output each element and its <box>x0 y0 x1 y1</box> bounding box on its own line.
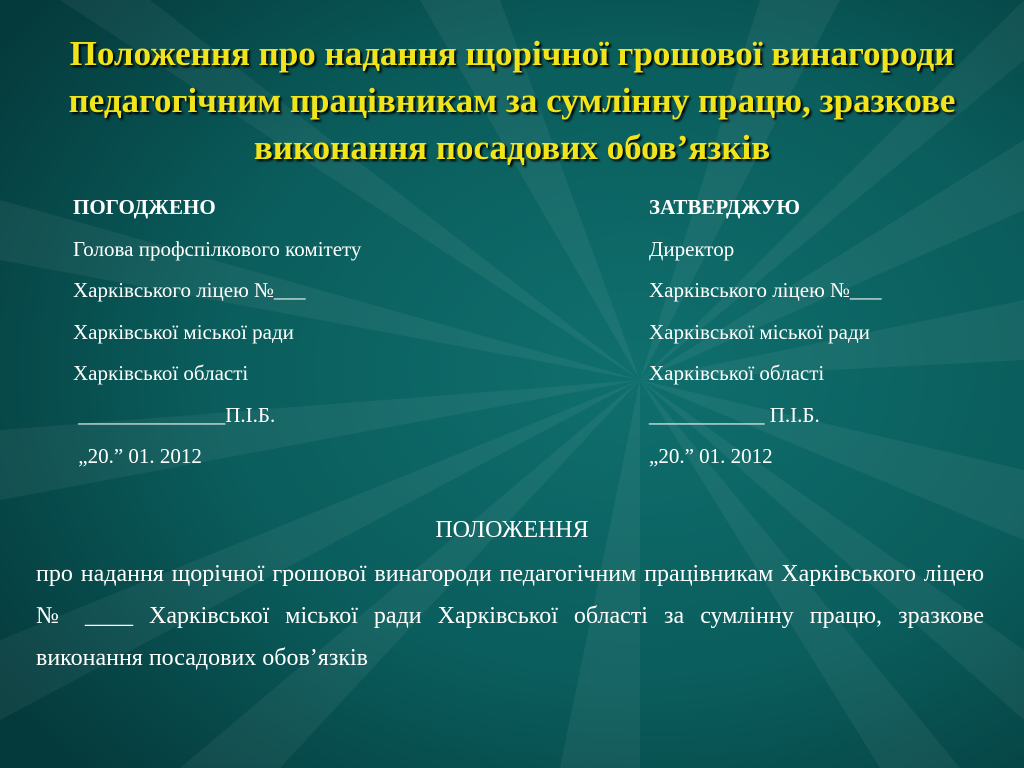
agreed-heading: ПОГОДЖЕНО <box>73 195 216 219</box>
approved-signature-line: ___________ П.І.Б. <box>649 402 820 427</box>
agreed-line: Харківської області <box>73 361 249 385</box>
approved-line: Харківського ліцею №___ <box>649 278 882 302</box>
approved-line: Харківської міської ради <box>649 319 870 344</box>
approved-heading: ЗАТВЕРДЖУЮ <box>649 195 800 219</box>
approval-agreed-block <box>73 187 361 478</box>
agreed-date: „20.” 01. 2012 <box>73 444 202 468</box>
slide-title: Положення про надання щорічної грошової винагороди педагогічним працівникам за сумлінну працю, зразкове виконання посадових обов’язків <box>68 34 956 167</box>
agreed-line: Голова профспілкового комітету <box>73 236 362 261</box>
approval-approved-block <box>649 187 882 478</box>
approved-line: Директор <box>649 236 735 261</box>
agreed-line: Харківської міської ради <box>73 319 294 344</box>
approved-line: Харківської області <box>649 361 825 385</box>
document-body: про надання щорічної грошової винагороди педагогічним працівникам Харківського ліцею № ____ Харківської міської ради Харківської області за сумлінну працю, зразкове виконання посадових обов’язків <box>36 561 984 671</box>
agreed-line: Харківського ліцею №___ <box>73 278 306 302</box>
document-heading: ПОЛОЖЕННЯ <box>435 517 589 543</box>
agreed-signature-line: ______________П.І.Б. <box>73 402 276 427</box>
approved-date: „20.” 01. 2012 <box>649 444 773 468</box>
